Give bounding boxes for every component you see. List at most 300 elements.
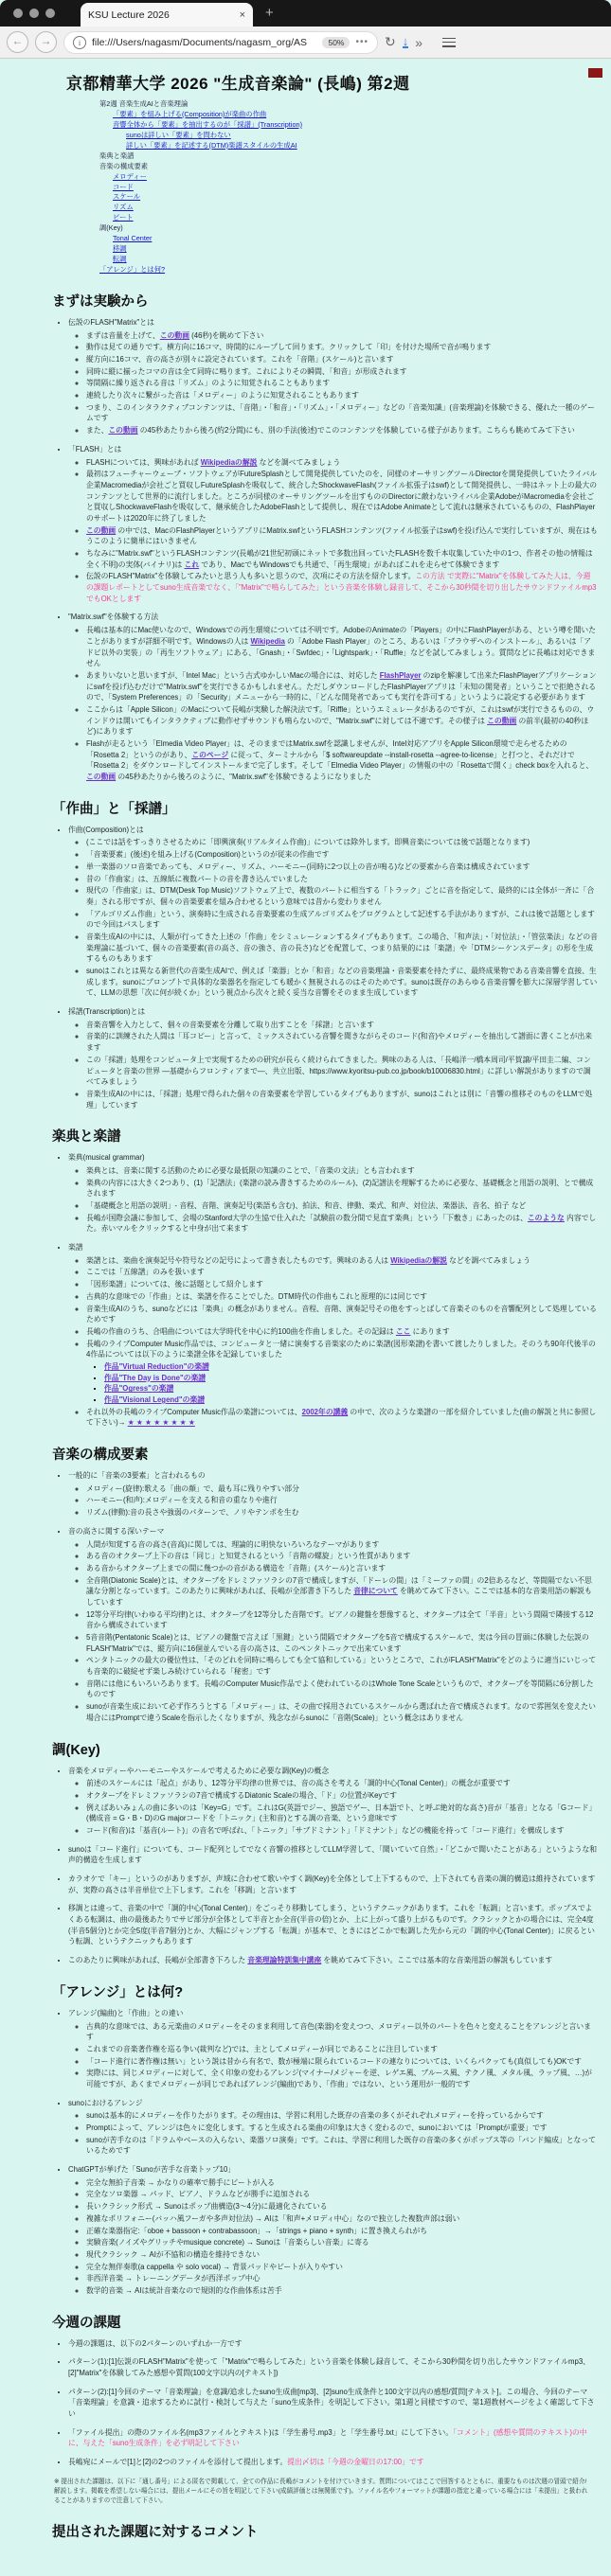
visited-link[interactable]: ★ ★ ★ ★ ★ ★ ★ ★ — [127, 1418, 195, 1428]
section-heading: 提出された課題に対するコメント — [52, 2525, 259, 2541]
menu-button[interactable] — [442, 38, 456, 47]
text: 単一楽器のソロ音楽であっても、メロディー、リズム、ハーモニー(同時に2つ以上の音が鳴る)などの要素から音楽は構成されています — [86, 862, 530, 871]
bullet-list — [68, 2177, 598, 2297]
list-item — [68, 1242, 598, 1429]
toc-link[interactable]: メロディー — [113, 171, 147, 181]
text: FLASHについては、興味があれば — [86, 457, 201, 467]
toc-heading: 楽典と楽譜 — [99, 151, 135, 160]
bullet-list — [68, 1483, 598, 1519]
text: 音の高さに関する深いテーマ — [68, 1526, 165, 1536]
list-item — [68, 1470, 598, 1519]
bullet-list — [52, 1152, 598, 1429]
text: メロディー(旋律):歌える「曲の顔」で、最も耳に残りやすい部分 — [86, 1483, 299, 1493]
list-item — [86, 2068, 598, 2089]
bullet-list — [68, 2021, 598, 2090]
bullet-list — [52, 2008, 598, 2297]
text: ちなみに"Matrix.swf"というFLASHコンテンツ(長嶋が21世紀初頭にネットで多数出回っていたFLASHを数千本収集していた中の1つ、作者その他の情報は全く不明)の実体(バイナリ)は — [86, 549, 593, 569]
text: 非西洋音楽 → トレーニングデータが西洋ポップ中心 — [86, 2274, 261, 2283]
text: 音楽音響を入力として、個々の音楽要素を分離して取り出すことを「採譜」と言います — [86, 1020, 374, 1029]
text: ChatGPTが挙げた「Sunoが苦手な音楽トップ10」 — [68, 2165, 236, 2175]
list-item — [86, 402, 598, 424]
list-item — [86, 1632, 598, 1654]
text: などを調べてみましょう — [257, 457, 341, 467]
list-item — [86, 1609, 598, 1631]
text: 例えばあいみょんの曲に多いのは「Key=G」です。これはG(英語でジー、独語でゲー、日本語でト、と呼ぶ絶対的な高さ)音が「基音」となる「Gコード」(構成音 = G・B・D)のG majorコードを「トニック」(主和音)とする調の音楽、という意味です — [86, 1803, 597, 1823]
list-item — [86, 390, 598, 401]
text: 長いクラシック形式 → Sunoはポップ曲構造(3〜4分)に最適化されている — [86, 2202, 328, 2212]
text: また、 — [86, 426, 109, 435]
download-button[interactable]: ↓ — [402, 34, 409, 48]
list-item — [86, 885, 598, 907]
emphasis-text: この方法 で実際に"Matrix"を体験してみた人は、今週の課題レポートとしてsuno生成音楽でなく、「"Matrix"で鳴らしてみた」という音楽を体験し録音して、そこから30秒間を切り出したサウンドファイルmp3でもOKとします — [86, 572, 597, 603]
url-text: file:///Users/nagasm/Documents/nagasm_org/AS — [92, 36, 308, 48]
tab-title: KSU Lecture 2026 — [88, 9, 170, 21]
text: sunoが音楽生成において必ず作ろうとする「メロディー」は、その曲で採用されているスケールから選ばれた音で構成されます。なので雰囲気を変えたい場合にはPromptで違うScaleを指示したくなりますが、残念ながらsunoに「音階(Scale)」という概念はありません — [86, 1702, 596, 1722]
text: 移調とは違って、音楽の中で「調的中心(Tonal Center)」をごっそり移動してしまう、というテクニックがあります。これを「転調」と言います。ポップスでよくある転調は、曲の最後あたりでサビ部分が全体として半音とか全音(半音の倍)とか、上に上がって盛り上がるものです。クラシックとかの場合には、完全4度(半音5個分)とか完全5度(半音7個分)とか、大幅にジャンプする「転調」が基本で、ときにはどこかで転調した先から元の「調的中心(Tonal Center)」に戻るという転調、というテクニックもあります — [68, 1904, 595, 1946]
text: ここでは「五線譜」のみを扱います — [86, 1268, 205, 1277]
text: 今週の課題は、以下の2パターンのいずれか一方です — [68, 2338, 243, 2348]
list-item — [86, 469, 598, 524]
visited-link[interactable]: この動画 — [159, 330, 189, 340]
list-item — [86, 1803, 598, 1824]
text: 長嶋の作曲のうち、合唱曲については大学時代を中心に約100曲を作曲しました。その記録は — [86, 1326, 396, 1336]
list-item — [68, 317, 598, 436]
text: 複雑なポリフォニー(バッハ風フーガや多声対位法) → AIは「和声+メロディ中心」なので独立した複数声部は弱い — [86, 2213, 460, 2223]
toc-link[interactable]: sunoは詳しい「要素」を問わない — [126, 130, 231, 139]
window-zoom-icon[interactable] — [45, 9, 55, 18]
list-item — [86, 1267, 598, 1278]
text: ある音からオクターブ上までの間に幾つかの音がある構造を「音階」(スケール)と言います — [86, 1563, 386, 1572]
list-item — [86, 1539, 598, 1551]
text: 完全なソロ楽器 → パッド、ピアノ、ドラムなどが勝手に追加される — [86, 2190, 311, 2199]
list-item — [86, 1178, 598, 1199]
list-item — [86, 932, 598, 965]
list-item — [104, 1373, 598, 1384]
bullet-list — [68, 1255, 598, 1429]
browser-toolbar — [0, 27, 611, 59]
section-heading: 楽典と楽譜 — [52, 1129, 121, 1146]
list-item — [68, 825, 598, 999]
zoom-level-badge[interactable]: 50% — [322, 37, 350, 48]
list-item — [86, 330, 598, 342]
text: を眺めてみて下さい。ここでは基本的な音楽用語の解説もしています — [86, 1587, 592, 1607]
emphasis-text: 「コメント」(感想や質問のテキスト)の中に、与えた「suno生成条件」を必ず明記して下さい — [68, 2427, 587, 2448]
text: sunoが苦手なのは「ドラムやベースの入らない、楽器ソロ演奏」です。これは、学習に利用した既存の音楽の多くがポップス等の「バンド編成」となっているためです — [86, 2135, 596, 2156]
text: 前述のスケールには「起点」があり、12等分平均律の世界では、音の高さを考える「調的中心(Tonal Center)」の概念が重要です — [86, 1779, 511, 1788]
text: 伝説のFLASH"Matrix"を体験してみたいと思う人も多いと思うので、次項にその方法を紹介します。 — [86, 572, 416, 581]
list-item — [86, 2021, 598, 2043]
browser-tab[interactable] — [81, 3, 253, 27]
sections-container — [52, 291, 598, 2542]
text: (ここでは話をすっきりさせるために「即興演奏(リアルタイム作曲)」については除外します。即興音楽については後で話題となります) — [86, 838, 530, 847]
list-item — [86, 1778, 598, 1789]
text: 長嶋のライブComputer Music作品では、コンピュータと一緒に演奏する音楽家のために楽譜(図形楽譜)を書いて渡したりしました。そのうち90年代後半の4作品については以下のように楽譜全体を記録していました — [86, 1339, 596, 1359]
bullet-list — [68, 1778, 598, 1836]
visited-link[interactable]: この動画 — [108, 426, 138, 435]
text: 楽典(musical grammar) — [68, 1153, 145, 1163]
text: 音階には他にもいろいろあります。長嶋のComputer Music作品でよく使われているのはWhole Tone Scaleというもので、オクターブを等間隔に6分割したものです — [86, 1679, 594, 1699]
text: この「採譜」処理をコンピュータ上で実現するための研究が長らく続けられてきました。興味のある人は、「長嶋洋一/橋本周司/平賀譲/平田圭二編、コンピュータと音楽の世界 ―基礎からフロンティアまで―、共立出版、https://www.kyoritsu-pub.co.jp/book/b10006830.html」に詳しい解説がありますので調べてみましょう — [86, 1055, 591, 1087]
window-minimize-icon[interactable] — [29, 9, 39, 18]
text: パターン(1):[1]伝説のFLASH"Matrix"を使って「"Matrix"で鳴らしてみた」という音楽を体験し録音して、そこから30秒間を切り出したサウンドファイルmp3、[2]"Matrix"を体験してみた感想や質問(100文字以内の[テキスト]) — [68, 2357, 590, 2377]
text: Flashが走るという「Elmedia Video Player」は、そのままではMatrix.swfを認識しませんが、Intel対応アプリをApple Silicon環境で走らせるための「Rosetta 2」というのがあり、 — [86, 739, 567, 759]
text: つまり、このインタラクティブコンテンツは、「音階」・「和音」・「リズム」・「メロディー」などの「音楽知識」(音楽理論)を体験できる、優れた一種のゲームです — [86, 402, 595, 423]
list-item — [86, 1701, 598, 1723]
text: 古典的な意味では、ある元楽曲のメロディーをそのまま利用して音色(楽器)を変えつつ、メロディー以外のパートを色々と変えることをアレンジと言います — [86, 2021, 591, 2042]
visited-link[interactable]: 作品"Visional Legend"の楽譜 — [104, 1395, 206, 1404]
list-item — [86, 2201, 598, 2212]
visited-link[interactable]: この動画 — [86, 773, 117, 782]
section-heading: 今週の課題 — [52, 2315, 121, 2331]
fine-print-note: ※ 提出された課題は、以下に「通し番号」による匿名で掲載して、全ての作品に長嶋がコメントを付けていきます。質問についてはここで回答するとともに、重要なものは次週の冒頭で紹介/解説します。掲載を希望しない場合には、提出メールにその旨を明記して下さい(成績評価とは無関係です)。ファイル名やフォーマットが課題の指定と違っている場合には「未提出」と扱われることがありますので注意して下さい。 — [54, 2478, 588, 2505]
text: 楽譜とは、楽曲を演奏記号や符号などの記号によって書き表したものです。興味のある人は — [86, 1255, 391, 1265]
visited-link[interactable]: Wikipediaの解説 — [390, 1255, 447, 1265]
text: 楽譜 — [68, 1243, 83, 1252]
list-item — [86, 1255, 598, 1267]
visited-link[interactable]: この動画 — [487, 716, 517, 725]
visited-link[interactable]: このような — [527, 1213, 565, 1222]
bullet-list — [68, 1165, 598, 1235]
list-item — [68, 1766, 598, 1837]
bullet-list — [68, 625, 598, 783]
bullet-list — [52, 317, 598, 783]
list-item — [68, 2008, 598, 2090]
bullet-list — [86, 1361, 598, 1406]
section-heading: まずは実験から — [52, 293, 149, 310]
text: ある音のオクターブ上下の音は「同じ」と知覚されるという「音階の螺旋」という性質があります — [86, 1552, 411, 1561]
text: 完全な無拍子音楽 → かなりの確率で勝手にビートが入る — [86, 2177, 275, 2187]
visited-link[interactable]: Wikipediaの解説 — [200, 457, 258, 467]
text: の中では、MacのFlashPlayerというアプリにMatrix.swfというFLASHコンテンツ(ファイル拡張子はswf)を投げ込んで実行していますが、現在はもうこのように簡単にはいきません — [86, 525, 598, 546]
visited-link[interactable]: FlashPlayer — [379, 670, 422, 680]
list-item — [86, 2213, 598, 2225]
list-item — [86, 2110, 598, 2122]
list-item — [86, 1279, 598, 1290]
list-item — [86, 2237, 598, 2248]
visited-link[interactable]: これ — [184, 560, 200, 569]
list-item — [86, 862, 598, 873]
list-item — [68, 2164, 598, 2297]
text: であり、MacでもWindowsでも共通で、「再生環境」があればこれを走らせて体験できます — [199, 560, 500, 569]
list-item — [86, 342, 598, 353]
text: に従って、ターミナルから「$ softwareupdate --install-rosetta --agree-to-license」と打つと、それだけで「Rosetta 2」をダウンロードしてインストールまで完了します。そして「Elmedia Video Player」の情報の中の「Rosettaで開く」check boxを入れると、 — [86, 750, 594, 771]
text: の「Adobe Flash Player」のところ、あるいは「ブラウザへのインストール」、あるいは「アドビ以外の実装」の「再生ソフトウェア」にある、「Gnash」・「Swfdec」・「Lightspark」・「Ruffle」などを試してみましょう。質問などに長嶋は対応できません — [86, 636, 596, 668]
list-item — [86, 1339, 598, 1406]
text: 全音階(Diatonic Scale)とは、オクターブをドレミファソラシの7音で構成しますが、「ドーレの間」は「ミーファの間」の2倍あるなど、等間隔でない不思議な分割となっています。このあたりに興味があれば、長嶋が全部書き下ろした — [86, 1575, 592, 1596]
text: 長嶋が国際会議に参加して、会場のStanford大学の生協で仕入れた「試験前の数分間で見直す楽典」という「下敷き」にあったのは、 — [86, 1213, 528, 1222]
text: コード(和音)は「基音(ルート)」の音名で呼ばれ、「トニック」「サブドミナント」「ドミナント」などの機能を持って「コード進行」を構成します — [86, 1825, 565, 1835]
window-titlebar — [0, 0, 611, 27]
text: オクターブをドレミファソラシの7音で構成するDiatonic Scaleの場合、「ド」の位置がKeyです — [86, 1790, 397, 1800]
text: 「図形楽譜」については、後に話題として紹介します — [86, 1280, 263, 1289]
text: 「ファイル提出」の際のファイル名(mp3ファイルとテキスト)は「学生番号.mp3」と「学生番号.txt」にして下さい。 — [68, 2427, 454, 2437]
list-item — [86, 2044, 598, 2055]
list-item — [68, 1526, 598, 1724]
text: 「基礎概念と用語の説明」- 音程、音階、演奏記号(楽語も含む)、拍法、和音、律動、楽式、和声、対位法、楽器法、音名、拍子 など — [86, 1201, 527, 1210]
visited-link[interactable]: Wikipedia — [250, 636, 285, 646]
list-item — [86, 1563, 598, 1574]
bullet-list — [68, 1020, 598, 1111]
text: にあります — [410, 1326, 450, 1336]
page-info-icon[interactable]: i — [73, 36, 86, 49]
toc-link[interactable]: コード — [113, 182, 134, 191]
tab-close-icon[interactable]: × — [239, 9, 245, 21]
list-item — [68, 612, 598, 782]
visited-link[interactable]: 作品"The Day is Done"の楽譜 — [104, 1373, 207, 1382]
section-heading: 「アレンジ」とは何? — [52, 1984, 184, 2000]
text: 長嶋は基本的にMac使いなので、Windowsでの再生環境については不明です。AdobeのAnimateの「Players」の中にFlashPlayerがある、という噂を聞いたことがありますが詳細不明です。Windowsの人は — [86, 626, 596, 646]
address-bar[interactable] — [63, 31, 378, 54]
text: 音楽をメロディーやハーモニーやスケールで考えるために必要な調(Key)の概念 — [68, 1766, 330, 1775]
list-item — [68, 1006, 598, 1110]
text: 音楽生成AIの中には、人類が行ってきた上述の「作曲」をシミュレーションするタイプもあります。この場合、「和声法」・「対位法」・「管弦楽法」などの音楽理論に基づいて、個々の音楽要素(音の高さ、音の強さ、音の長さ)などを配置して、つまり結果的には「楽譜」や「DTMシーケンスデータ」の形を生成するものもあります — [86, 932, 598, 964]
list-item — [86, 670, 598, 703]
list-item — [68, 1903, 598, 1947]
window-close-icon[interactable] — [13, 9, 23, 18]
list-item — [104, 1383, 598, 1395]
list-item — [68, 2387, 598, 2420]
text: 昔の「作曲家」は、五線紙に複数パートの音を書き込んでいました — [86, 874, 308, 883]
text: sunoは「コード進行」についても、コード配列としてでなく音響の推移としてLLM学習して、「聞いていて自然」・「どこかで聞いたことがある」というような和声的構造を生成します — [68, 1844, 598, 1865]
list-item — [86, 966, 598, 999]
text: 楽典とは、音楽に関する活動のために必要な最低限の知識のことで、「音楽の文法」とも言われます — [86, 1165, 415, 1175]
text: の前半(最初の40秒ほど)にあります — [86, 716, 589, 737]
list-item — [86, 1655, 598, 1677]
toc-link[interactable]: 音響全体から「要素」を抽出するのが「採譜」(Transcription) — [113, 119, 302, 129]
list-item — [86, 354, 598, 365]
text: ここからは「Apple Silicon」のMacについて長嶋が実験した解決法です。「Riffle」というエミュレータがあるのですが、これはswfが実行できるものの、ウインドウは開いてもインタラクティブに動作せずサウンドも鳴らないので、"Matrix.swf"に対しては不適です。その様子は — [86, 704, 595, 725]
toc-link[interactable]: リズム — [113, 203, 134, 212]
text: sunoは基本的にメロディーを作りたがります。その理由は、学習に利用した既存の音楽の多くがそれぞれメロディーを持っているからです — [86, 2111, 544, 2121]
list-item — [86, 1031, 598, 1053]
text: 音楽生成AIの中には、「採譜」処理で得られた個々の音楽要素を学習しているタイプもありますが、sunoはこれとは別に「音響の推移そのものをLLMで処理」しています — [86, 1089, 593, 1110]
list-item — [68, 2338, 598, 2350]
text: 等間隔に繰り返される音は「リズム」のように知覚されることもあります — [86, 379, 331, 388]
text: 内容でした。赤いマルをクリックすると中身が出て来ます — [86, 1213, 597, 1234]
text: 縦方向に16コマ、音の高さが別々に設定されています。これを「音階」(スケール)と言います — [86, 355, 394, 364]
text: 同時に縦に揃ったコマの音は全て同時に鳴ります。これによりその瞬間、「和音」が形成されます — [86, 366, 407, 376]
table-of-contents — [99, 99, 598, 275]
text: 実験音楽(ノイズやグリッチやmusique concrete) → Sunoは「音楽らしい音楽」に寄る — [86, 2238, 369, 2247]
text: の中で、次のような楽譜の一部を紹介していました(曲の解説と共に参照して下さい)→ — [86, 1407, 597, 1428]
text: ペンタトニックの最大の優位性は、「そのどれを同時に鳴らしても全て協和している」というところで、これがFLASH"Matrix"をどのように適当にいじっても音楽的に破綻せず楽しみ続けていられる「秘密」です — [86, 1656, 597, 1677]
visited-link[interactable]: このページ — [191, 750, 229, 759]
new-tab-button[interactable]: + — [265, 5, 274, 21]
text: Promptによって、アレンジは色々に変化します。すると生成される楽曲の印象は大きく変わるので、sunoにおいては「Promptが重要」です — [86, 2123, 548, 2132]
visited-link[interactable]: 作品"Virtual Reduction"の楽譜 — [104, 1361, 209, 1371]
text: のzipを解凍して出来たFlashPlayerアプリケーションにswfを投げ込むだけで"Matrix.swf"を実行できるかもしれません。ただしダウンロードしたFlashPlayerアプリは「未知の開発者」ということで拒絶されるので、「System Preferences」の「Security」メニューから一時的に、「どんな開発者であっても実行を許可する」というように設定する必要があります — [86, 670, 597, 702]
text: の45秒あたりから後ろ(約2分間)にも、別の手法(後述)でこのコンテンツを体験している様子があります。こちらも眺めてみて下さい — [137, 426, 575, 435]
visited-link[interactable]: ここ — [395, 1326, 411, 1336]
list-item — [86, 2177, 598, 2189]
bullet-list — [52, 1766, 598, 1966]
toc-link[interactable]: 詳しい「要素」を記述する(DTM)楽譜スタイルの生成AI — [126, 140, 297, 150]
text: 最初はフューチャーウェーブ・ソフトウェアがFutureSplashとして開発提供していたのを、同様のオーサリングツールDirectorを開発提供していたライバル企業Macromediaが会社ごと買収しFutureSplashを吸収して、統合したShockwaveFlash(ファイル拡張子はswf)として開発提供し、一時はネット上の最大のコンテンツとして世界的に流行しました。ところが同様のオーサリングツールを出すもののDirectorに敵わないライバル企業AdobeがMacromediaを会社ごと買収しShockwaveFlashを吸収して、継承統合したAdobeFlashとして提供し、現在ではAdobe Animateとして流れは継承されているものの、FlashPlayerのサポートは2020年に終了しました — [86, 470, 598, 523]
list-item — [86, 2262, 598, 2273]
bullet-list — [68, 330, 598, 436]
section-heading: 調(Key) — [52, 1742, 100, 1758]
list-item — [68, 2457, 598, 2468]
text: 「音楽要素」(後述)を組み上げる(Composition)というのが従来の作曲です — [86, 850, 330, 860]
list-item — [86, 1575, 598, 1608]
list-item — [86, 1291, 598, 1303]
text: 採譜(Transcription)とは — [68, 1007, 146, 1017]
text: 古典的な意味での「作曲」とは、楽譜を作ることでした。DTM時代の作曲もこれと原理的には同じです — [86, 1291, 427, 1301]
text: 数学的音楽 → AIは統計音楽なので規則的な作曲体系は苦手 — [86, 2285, 282, 2295]
text: カラオケで「キー」というのがありますが、声域に合わせて歌いやすく調(Key)を全体として上下するもので、上下されても音楽の調的構造は維持されていますが、実際の高さは半音単位で上下します。これを「移調」と言います — [68, 1874, 596, 1894]
list-item — [104, 1361, 598, 1373]
visited-link[interactable]: 音律について — [353, 1587, 398, 1596]
page-corner-badge — [588, 68, 602, 78]
emphasis-text: 提出〆切は「今週の金曜日の17:00」です — [287, 2458, 424, 2467]
text: "Matrix.swf"を体験する方法 — [68, 613, 159, 622]
text: 5音音階(Pentatonic Scale)とは、ピアノの鍵盤で言えば「黒鍵」という間隔でオクターブを5音で構成するスケールで、実は今回の冒頭に体験した伝説のFLASH"Matrix"では、縦方向に16個並んでいる音の高さは、このペンタトニックで出来ています — [86, 1633, 589, 1653]
text: 一般的に「音楽の3要素」と言われるもの — [68, 1471, 206, 1481]
list-item — [86, 1165, 598, 1177]
forward-button[interactable]: → — [35, 31, 57, 53]
list-item — [86, 1020, 598, 1031]
text: 完全な無伴奏歌(a cappella や solo vocal) → 背景パッドやビートが入りやすい — [86, 2262, 343, 2271]
text: このあたりに興味があれば、長嶋が全部書き下ろした — [68, 1956, 248, 1965]
list-item — [86, 425, 598, 436]
list-item — [86, 2285, 598, 2297]
text: 現代の「作曲家」は、DTM(Desk Top Music)ソフトウェア上で、複数のパートに相当する「トラック」ごとに音を指定して、最終的には全体が一斉に「合奏」される形ですが、個々の音楽要素を組み合わせるという意味では昔から変わりません — [86, 886, 595, 906]
text: これまでの音楽著作権を巡る争い(裁判など)では、主としてメロディーが同じであることに注目しています — [86, 2044, 439, 2053]
list-item — [86, 1483, 598, 1495]
list-item — [86, 874, 598, 885]
page-actions-icon[interactable]: ••• — [355, 37, 368, 47]
text: 「FLASH」とは — [68, 444, 122, 453]
text: 長嶋宛にメールで[1]と[2]の2つのファイルを添付して提出します。 — [68, 2458, 288, 2467]
back-button[interactable]: ← — [7, 31, 28, 53]
list-item — [86, 1089, 598, 1110]
list-item — [86, 837, 598, 848]
toc-heading: 音楽の構成要素 — [99, 161, 149, 170]
list-item — [68, 1152, 598, 1235]
bullet-list — [52, 2338, 598, 2468]
bullet-list — [52, 825, 598, 1111]
list-item — [86, 909, 598, 931]
bullet-list — [52, 1470, 598, 1723]
text: 連続したり次々に繋がった音は「メロディー」のように知覚されることもあります — [86, 391, 359, 400]
text: sunoはこれとは異なる新世代の音楽生成AIで、例えば「楽器」とか「和音」などの音楽理論・音楽要素を持たずに、最終成果物である音楽音響を直接、生成します。sunoにプロンプトで具体的な楽器名を指定しても暖かく無視されるのはそのためです。sunoは既存のあらゆる音楽音響を膨大に深層学習していて、LLMの思想「次に何が続くか」という視点から次々と続く妥当な音響をそのまま生成しています — [86, 967, 598, 998]
text: ハーモニー(和声):メロディーを支える和音の重なりや進行 — [86, 1496, 278, 1505]
list-item — [86, 1055, 598, 1088]
text: sunoにおけるアレンジ — [68, 2098, 143, 2107]
list-item — [86, 1679, 598, 1700]
bullet-list — [68, 837, 598, 999]
list-item — [86, 2189, 598, 2200]
text: などを調べてみましょう — [446, 1255, 530, 1265]
list-item — [86, 849, 598, 861]
visited-link[interactable]: 音楽理論特訓集中講座 — [247, 1956, 322, 1965]
text: 音楽生成AIのうち、sunoなどには「楽典」の概念がありません。音程、音階、演奏記号その他をすっとばして音楽そのものを音響配列として処理しているためです — [86, 1304, 597, 1324]
list-item — [68, 1844, 598, 1866]
text: 動作は見ての通りです。横方向に16コマ、時間的にループして回ります。クリックして「印」を付けた場所で音が鳴ります — [86, 343, 492, 352]
text: 音楽的に訓練された人間は「耳コピー」と言って、ミックスされている音響を聞きながらそのコード(和音)やメロディーを抽出して譜面に書くことが出来ます — [86, 1032, 593, 1053]
bullet-list — [68, 2110, 598, 2157]
toc-link[interactable]: 「要素」を組み上げる(Composition)が楽曲の作曲 — [113, 109, 267, 118]
list-item — [86, 704, 598, 737]
text: リズム(律動):音の長さや強弱のパターンで、ノリやテンポを生む — [86, 1508, 299, 1518]
page-body — [0, 59, 611, 2576]
text: (46秒)を眺めて下さい — [189, 330, 264, 340]
bullet-list — [68, 457, 598, 605]
text: 人間が知覚する音の高さ(音高)に関しては、理論的に明快ないろいろなテーマがあります — [86, 1539, 380, 1549]
list-item — [86, 1495, 598, 1506]
text: 12等分平均律(いわゆる平均律)とは、オクターブを12等分した音階です。ピアノの鍵盤を想像すると、オクターブは全て「半音」という間隔で隣接する12音から構成されています — [86, 1609, 594, 1630]
list-item — [68, 2356, 598, 2378]
list-item — [86, 378, 598, 389]
section-heading: 音楽の構成要素 — [52, 1448, 149, 1464]
list-item — [86, 457, 598, 469]
list-item — [86, 525, 598, 547]
list-item — [68, 444, 598, 605]
text: 実際には、同じメロディーに対して、全く印象の変わるアレンジ(マイナー/メジャーを逆、レゲエ風、ブルース風、テクノ風、メタル風、ラップ風、…)が可能ですが、あくまでメロディーが同じであればアレンジ(編曲)であり、「作曲」ではない、という運用が一般的です — [86, 2069, 592, 2088]
list-item — [68, 1874, 598, 1895]
text: アレンジ(編曲)と「作曲」との違い — [68, 2008, 184, 2017]
text: あまりいないと思いますが、「Intel Mac」という古式ゆかしいMacの場合には、対応した — [86, 670, 380, 680]
toc-link[interactable]: Tonal Center — [113, 234, 153, 243]
page-title: 京都精華大学 2026 "生成音楽論" (長嶋) 第2週 — [66, 75, 410, 93]
list-item — [86, 738, 598, 783]
toc-heading: 調(Key) — [99, 223, 123, 233]
overflow-chevron-icon[interactable]: » — [415, 34, 423, 50]
text: 正確な楽器指定:「oboe + bassoon + contrabassoon」→「strings + piano + synth」に置き換えられがち — [86, 2226, 428, 2235]
toc-link[interactable]: スケール — [113, 192, 141, 202]
text: それ以外の長嶋のライブComputer Music作品の楽譜については、 — [86, 1407, 302, 1416]
list-item — [86, 548, 598, 570]
list-item — [86, 2123, 598, 2134]
text: の45秒あたりから後ろのように、"Matrix.swf"を体験できるようになりました — [116, 773, 371, 782]
list-item — [86, 1213, 598, 1235]
list-item — [68, 1955, 598, 1966]
toc-heading: 第2週 音楽生成AIと音楽理論 — [99, 99, 189, 108]
list-item — [86, 366, 598, 378]
list-item — [86, 625, 598, 669]
text: パターン(2):[1]今回のテーマ「音楽理論」を意識/追求したsuno生成曲[mp3]、[2]suno生成条件と100文字以内の感想/質問[テキスト]。この場合、今回のテーマ「音楽理論」を意識・追求するために試行・検討して与えた「suno生成条件」を明記して下さい。第1週と同様ですので、第1週教材ページをよく確認して下さい — [68, 2387, 595, 2419]
list-item — [86, 2056, 598, 2068]
reload-button[interactable]: ↻ — [385, 34, 396, 49]
list-item — [86, 1326, 598, 1338]
text: 現代クラシック → AIが不協和の構造を維持できない — [86, 2249, 261, 2259]
list-item — [68, 2427, 598, 2449]
list-item — [86, 1200, 598, 1212]
visited-link[interactable]: 2002年の講義 — [301, 1407, 349, 1416]
toc-link[interactable]: 移調 — [113, 244, 127, 254]
list-item — [104, 1395, 598, 1406]
list-item — [86, 2249, 598, 2261]
text: 伝説のFLASH"Matrix"とは — [68, 317, 154, 327]
list-item — [86, 2135, 598, 2157]
list-item — [86, 1551, 598, 1562]
toc-link[interactable]: ビート — [113, 213, 134, 222]
visited-link[interactable]: この動画 — [86, 525, 117, 535]
text: 「コード進行に著作権は無い」という説は昔から有名で、数が極端に限られているコードの連なりについては、いくらパクッても(真似しても)OKです — [86, 2056, 582, 2066]
list-item — [86, 1507, 598, 1519]
text: を眺めてみて下さい。ここでは基本的な音楽用語の解説もしています — [321, 1956, 553, 1965]
list-item — [86, 2226, 598, 2237]
toc-link[interactable]: 「アレンジ」とは何? — [99, 265, 166, 274]
section-heading: 「作曲」と「採譜」 — [52, 801, 176, 817]
text: 「アルゴリズム作曲」という、演奏時に生成される音楽要素の生成アルゴリズムをプログラムとして記述する手法がありますが、これは後で話題としますので今回はパスします — [86, 909, 595, 930]
text: まずは音量を上げて、 — [86, 330, 160, 340]
list-item — [86, 1407, 598, 1429]
toc-link[interactable]: 転調 — [113, 255, 127, 264]
bullet-list — [68, 1539, 598, 1724]
visited-link[interactable]: 作品"Ogress"の楽譜 — [104, 1384, 174, 1394]
list-item — [86, 1304, 598, 1325]
